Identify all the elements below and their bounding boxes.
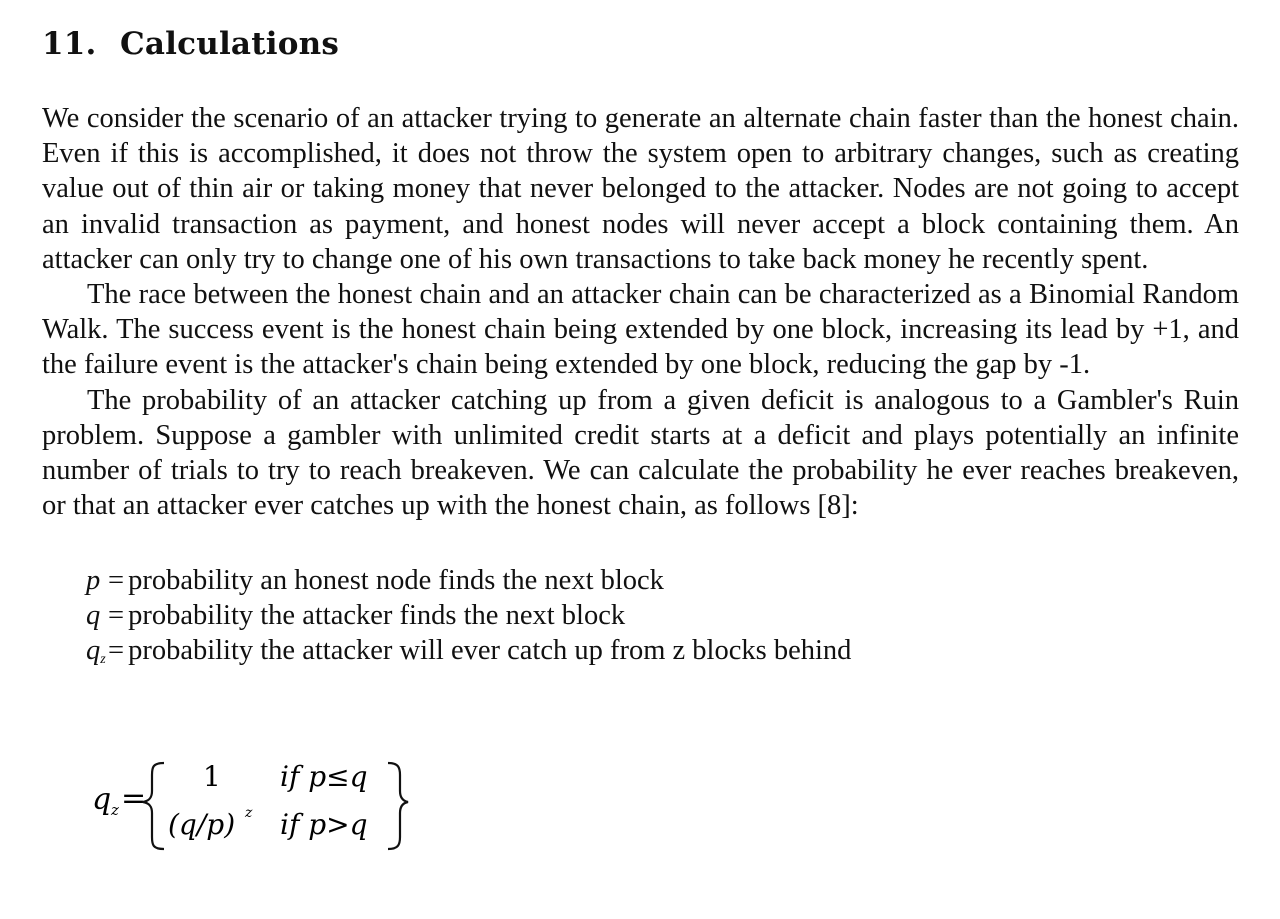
case2-condition: if p>q [280, 808, 368, 841]
case1-value: 1 [203, 760, 221, 793]
definition-variable: $q_z$ [86, 635, 106, 668]
definition-p: p = probability an honest node finds the next block [86, 565, 664, 597]
section-heading [42, 22, 1239, 66]
formula-lhs-sub: z [111, 801, 119, 819]
paragraph-1: We consider the scenario of an attacker trying to generate an alternate chain faster than the honest chain. Even if this is accomplished, it does not throw the system open to arbitrary changes, such as creating value out of thin air or taking money that never belonged to the attacker. Nodes are not going to accept an invalid transaction as payment, and honest nodes will never accept a block containing them. An attacker can only try to change one of his own transactions to take back money he recently spent. [42, 103, 1239, 275]
variable-definitions [86, 563, 1239, 668]
left-brace [143, 763, 164, 849]
formula-lhs-var: q [92, 782, 112, 817]
definition-text: probability an honest node finds the next block [128, 565, 664, 597]
paragraph-3: The probability of an attacker catching up from a given deficit is analogous to a Gambler's Ruin problem. Suppose a gambler with unlimited credit starts at a deficit and plays potentially an infinite number of trials to try to reach breakeven. We can calculate the probability he ever reaches breakeven, or that an attacker ever catches up with the honest chain, as follows [8]: [42, 384, 1239, 522]
paper-section [42, 22, 1239, 668]
definition-qz: $q_z=$ probability the attacker will ever catch up from z blocks behind [86, 635, 852, 668]
definition-q: q = probability the attacker finds the next block [86, 600, 626, 632]
paragraph-2: The race between the honest chain and an attacker chain can be characterized as a Binomial Random Walk. The success event is the honest chain being extended by one block, increasing its lead by +1, and the failure event is the attacker's chain being extended by one block, reducing the gap by -1. [42, 279, 1239, 381]
catch-up-probability-formula [90, 757, 430, 857]
section-number: 11. [42, 26, 97, 62]
definition-variable: q [86, 600, 101, 632]
definition-text: probability the attacker will ever catch up from z blocks behind [128, 635, 852, 667]
definition-text: probability the attacker finds the next block [128, 600, 626, 632]
case1-condition: if p≤q [280, 760, 368, 793]
case2-value: (q/p) [168, 808, 236, 841]
right-brace [388, 763, 408, 849]
formula-equals: = [121, 781, 147, 816]
section-title: Calculations [120, 26, 339, 62]
case2-exponent: z [245, 805, 253, 821]
definition-variable: p [86, 565, 101, 597]
